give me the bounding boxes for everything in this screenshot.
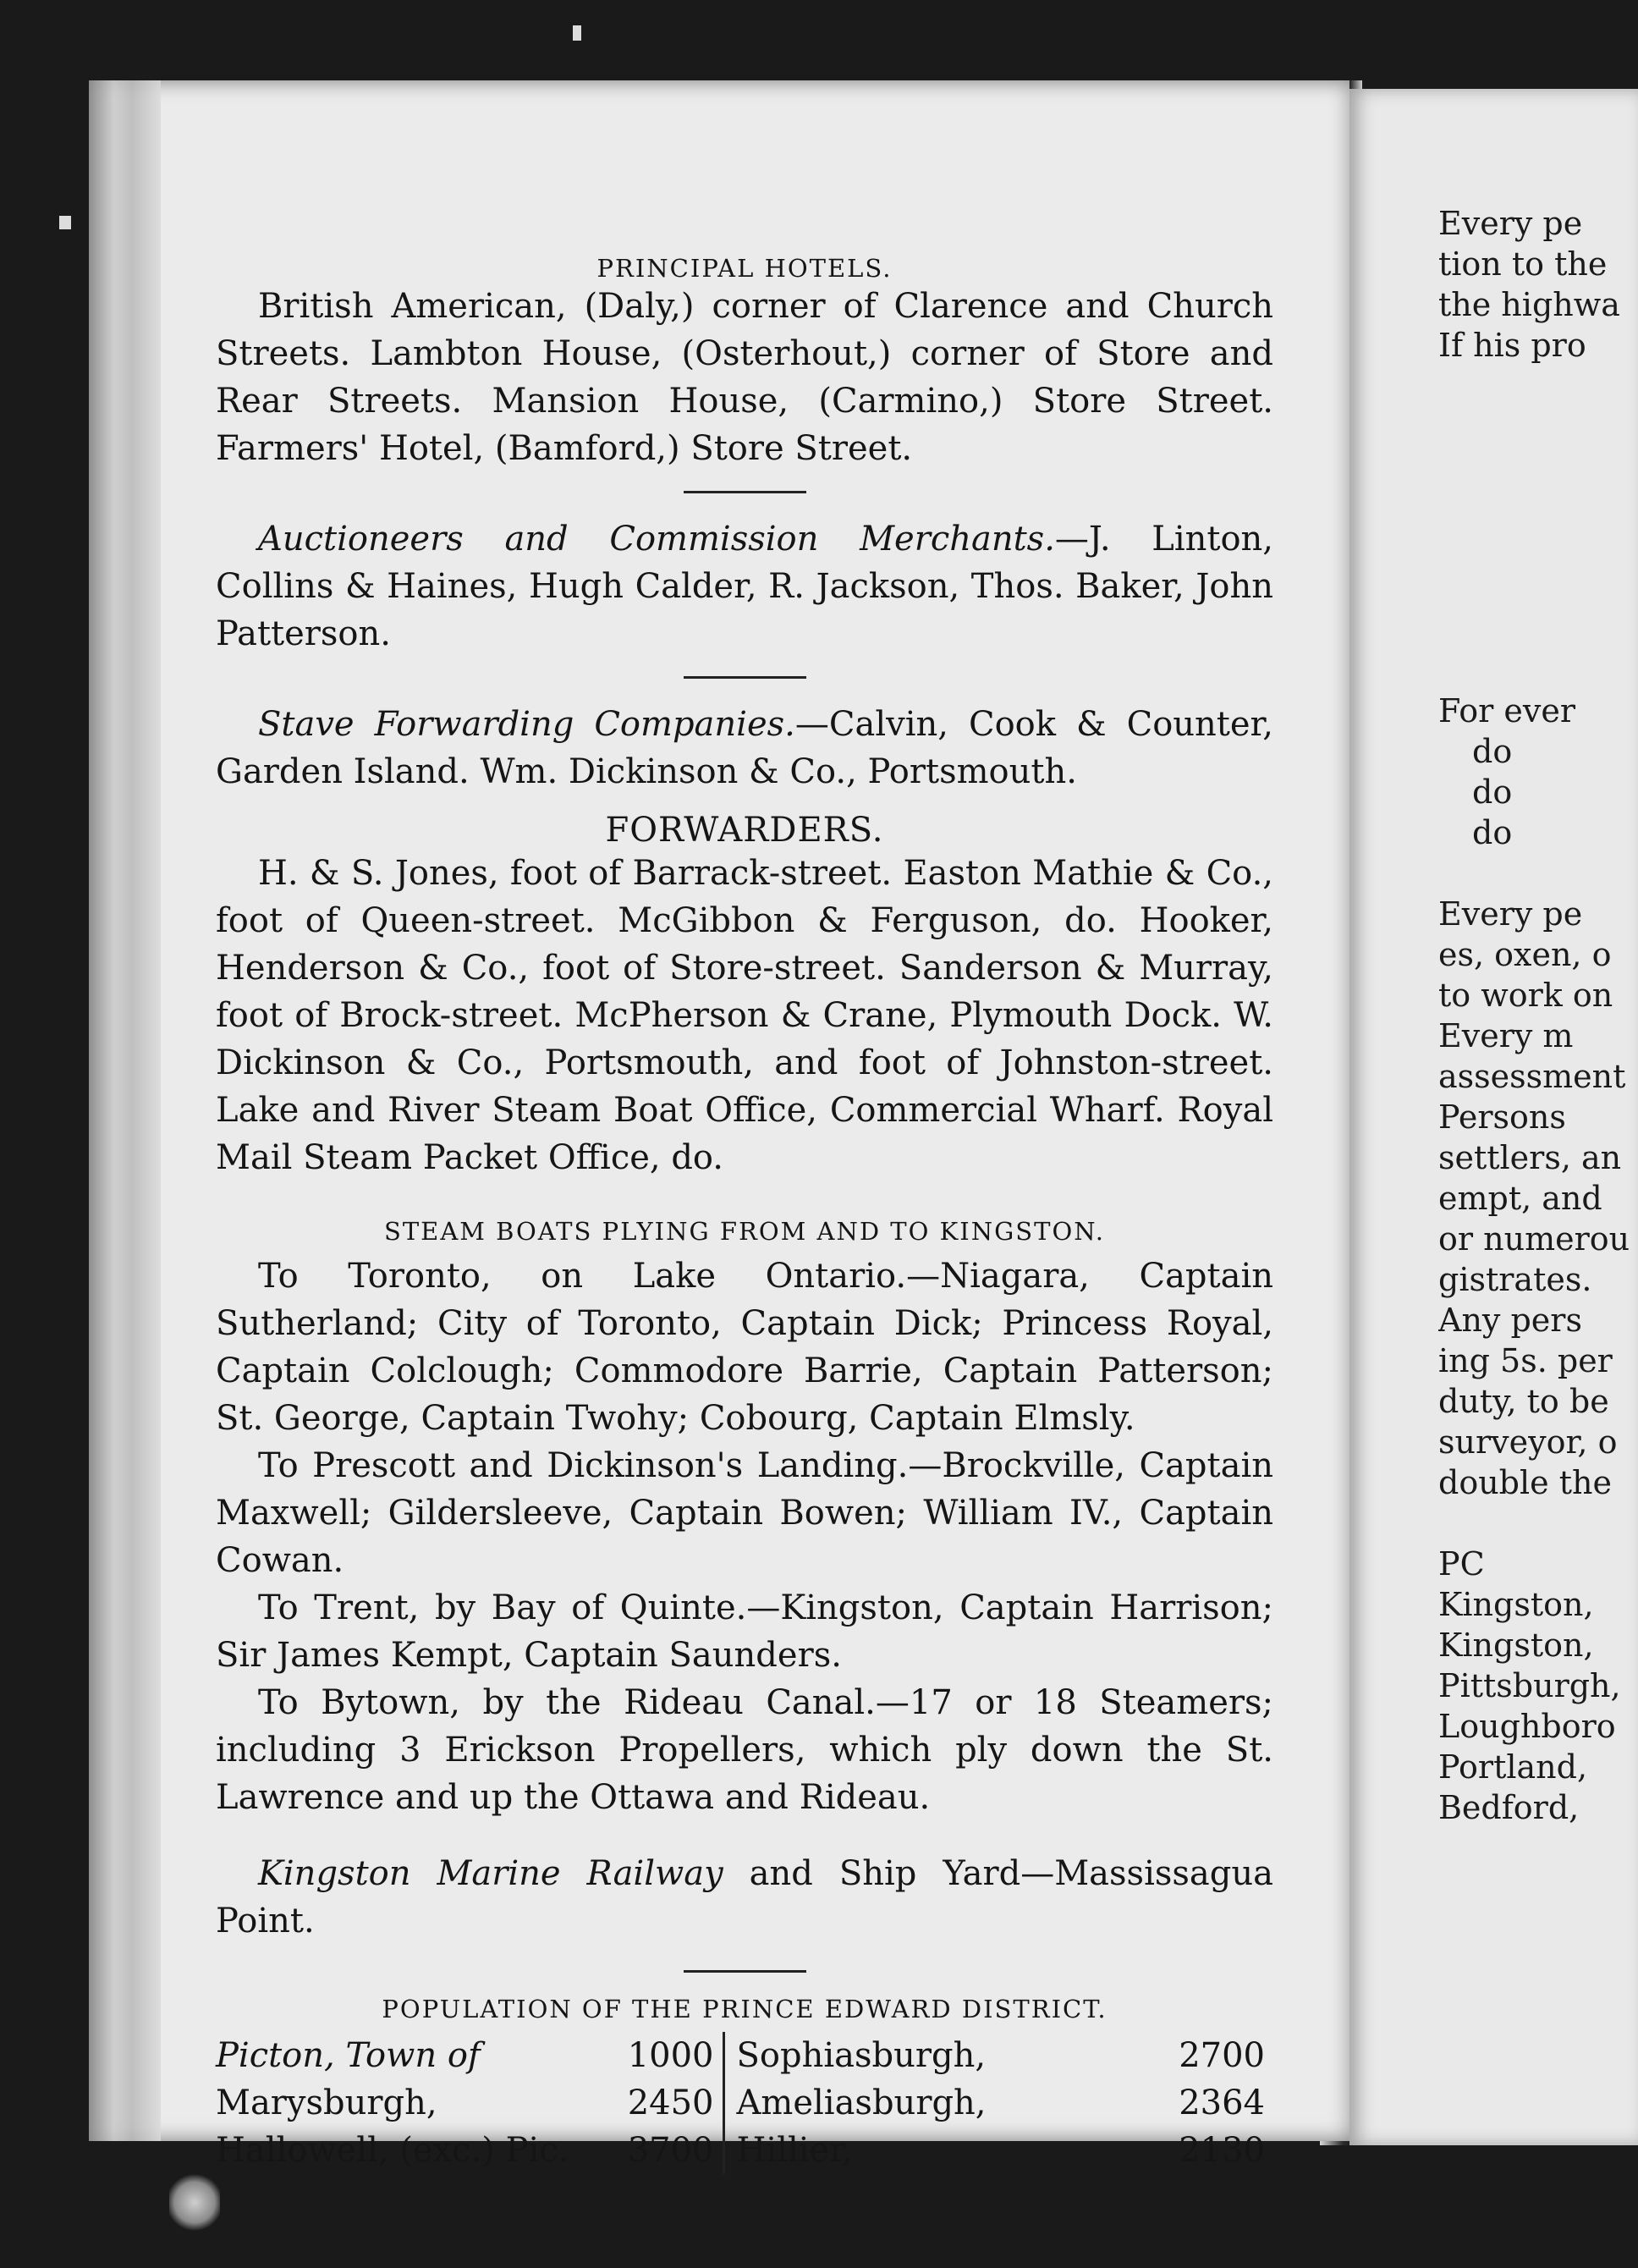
right-page-line: the highwa bbox=[1438, 286, 1620, 323]
section-rule bbox=[684, 1970, 806, 1973]
right-page-line: tion to the bbox=[1438, 245, 1608, 283]
forwarders-heading: FORWARDERS. bbox=[605, 811, 884, 850]
population-heading: POPULATION OF THE PRINCE EDWARD DISTRICT. bbox=[382, 1995, 1108, 2023]
right-page-line: Every m bbox=[1438, 1017, 1574, 1054]
right-page-line: do bbox=[1472, 814, 1513, 851]
right-page-line: Any pers bbox=[1438, 1302, 1582, 1339]
place-name: Ameliasburgh, bbox=[736, 2084, 987, 2122]
right-page-line: surveyor, o bbox=[1438, 1423, 1618, 1461]
stave-paragraph bbox=[216, 701, 1273, 795]
right-page-line: or numerou bbox=[1438, 1220, 1630, 1258]
table-row bbox=[216, 2079, 1273, 2127]
hotels-heading: PRINCIPAL HOTELS. bbox=[596, 254, 893, 283]
auctioneers-label: Auctioneers and Commission Merchants. bbox=[258, 520, 1055, 559]
route-bytown: To Bytown, by the Rideau Canal.—17 or 18 Steamers; including 3 Erickson Propellers, which ply down the St. Lawrence and up the Ottawa and Rideau. bbox=[216, 1683, 1273, 1817]
right-page-line: empt, and bbox=[1438, 1180, 1602, 1217]
forwarders-text: H. & S. Jones, foot of Barrack-street. Easton Mathie & Co., foot of Queen-street. McGibbon & Ferguson, do. Hooker, Henderson & Co., foot of Store-street. Sanderson & Murray, foot of Brock-street. McPherson & Crane, Plymouth Dock. W. Dickinson & Co., Portsmouth, and foot of Johnston-street. Lake and River Steam Boat Office, Commercial Wharf. Royal Mail Steam Packet Office, do. bbox=[216, 854, 1273, 1177]
section-rule bbox=[684, 491, 806, 493]
right-page-line: Portland, bbox=[1438, 1748, 1588, 1786]
right-page-line bbox=[1438, 853, 1638, 894]
right-page-line bbox=[1438, 487, 1638, 528]
column-divider bbox=[723, 2079, 737, 2127]
population-value: 2700 bbox=[1179, 2036, 1265, 2075]
stave-text: —Calvin, Cook & Counter, Garden Island. Wm. Dickinson & Co., Portsmouth. bbox=[216, 705, 1273, 791]
section-rule bbox=[684, 676, 806, 679]
place-name: Hillier, bbox=[736, 2131, 853, 2170]
right-page-line bbox=[1438, 569, 1638, 609]
place-name: Marysburgh, bbox=[216, 2084, 437, 2122]
route-trent: To Trent, by Bay of Quinte.—Kingston, Captain Harrison; Sir James Kempt, Captain Saunders. bbox=[216, 1588, 1273, 1675]
column-divider bbox=[723, 2032, 737, 2079]
railway-text: and Ship Yard—Massissagua Point. bbox=[216, 1854, 1273, 1940]
steamboats-heading: STEAM BOATS PLYING FROM AND TO KINGSTON. bbox=[383, 1217, 1106, 1246]
right-page-line: Every pe bbox=[1438, 205, 1583, 242]
population-value: 2364 bbox=[1179, 2084, 1265, 2122]
page-edge bbox=[89, 80, 161, 2141]
right-page-line: If his pro bbox=[1438, 327, 1586, 364]
scan-smudge bbox=[169, 2171, 220, 2234]
place-name: Sophiasburgh, bbox=[736, 2036, 987, 2075]
population-table bbox=[216, 2032, 1273, 2174]
table-row bbox=[216, 2127, 1273, 2174]
stave-label: Stave Forwarding Companies. bbox=[258, 705, 795, 744]
route-prescott: To Prescott and Dickinson's Landing.—Brockville, Captain Maxwell; Gildersleeve, Captain Bowen; William IV., Captain Cowan. bbox=[216, 1446, 1273, 1580]
right-page-line bbox=[1438, 650, 1638, 691]
population-value: 1000 bbox=[627, 2036, 714, 2075]
right-page-line: es, oxen, o bbox=[1438, 936, 1612, 973]
scan-speck bbox=[59, 216, 71, 229]
right-page-line bbox=[1438, 528, 1638, 569]
right-page-line: do bbox=[1472, 733, 1513, 770]
right-page-line bbox=[1438, 447, 1638, 487]
right-page-line: ing 5s. per bbox=[1438, 1342, 1613, 1379]
right-page-line bbox=[1438, 609, 1638, 650]
population-value: 2130 bbox=[1179, 2131, 1265, 2170]
right-page-line: Kingston, bbox=[1438, 1627, 1594, 1664]
auctioneers-paragraph bbox=[216, 515, 1273, 658]
right-page-line: For ever bbox=[1438, 692, 1576, 729]
right-page-line: Kingston, bbox=[1438, 1586, 1594, 1623]
right-page-line bbox=[1438, 1503, 1638, 1544]
auctioneers-text: —J. Linton, Collins & Haines, Hugh Calder, R. Jackson, Thos. Baker, John Patterson. bbox=[216, 520, 1274, 653]
right-page-line: PC bbox=[1438, 1545, 1485, 1583]
right-page-line: Bedford, bbox=[1438, 1789, 1580, 1826]
right-page-line: Loughboro bbox=[1438, 1708, 1616, 1745]
place-name: Hallowell, (exc.) Pic. bbox=[216, 2131, 569, 2170]
column-divider bbox=[723, 2127, 737, 2174]
right-page-line: Every pe bbox=[1438, 895, 1583, 933]
right-page-line bbox=[1438, 366, 1638, 406]
right-page-line: Pittsburgh, bbox=[1438, 1667, 1621, 1704]
population-value: 3700 bbox=[627, 2131, 714, 2170]
right-page-line: duty, to be bbox=[1438, 1383, 1609, 1420]
right-page-line: assessment bbox=[1438, 1058, 1626, 1095]
right-page-line: Persons bbox=[1438, 1098, 1566, 1136]
right-page-line: double the bbox=[1438, 1464, 1612, 1501]
right-page-line: do bbox=[1472, 773, 1513, 811]
table-row bbox=[216, 2032, 1273, 2079]
right-page-line: settlers, an bbox=[1438, 1139, 1622, 1176]
left-page-content bbox=[216, 254, 1273, 2174]
route-toronto: To Toronto, on Lake Ontario.—Niagara, Captain Sutherland; City of Toronto, Captain Dick; Princess Royal, Captain Colclough; Commodore Barrie, Captain Patterson; St. George, Captain Twohy; Cobourg, Captain Elmsly. bbox=[216, 1257, 1273, 1438]
place-name: Picton, Town of bbox=[216, 2036, 481, 2075]
right-page-line: gistrates. bbox=[1438, 1261, 1592, 1298]
scan-speck bbox=[573, 25, 581, 41]
right-page-line bbox=[1438, 406, 1638, 447]
right-page-line: to work on bbox=[1438, 977, 1613, 1014]
hotels-text: British American, (Daly,) corner of Clarence and Church Streets. Lambton House, (Osterhout,) corner of Store and Rear Streets. Mansion House, (Carmino,) Store Street. Farmers' Hotel, (Bamford,) Store Street. bbox=[216, 287, 1273, 468]
population-value: 2450 bbox=[627, 2084, 714, 2122]
railway-paragraph bbox=[216, 1850, 1273, 1945]
right-page-text bbox=[1438, 203, 1638, 1828]
railway-label: Kingston Marine Railway bbox=[258, 1854, 723, 1893]
